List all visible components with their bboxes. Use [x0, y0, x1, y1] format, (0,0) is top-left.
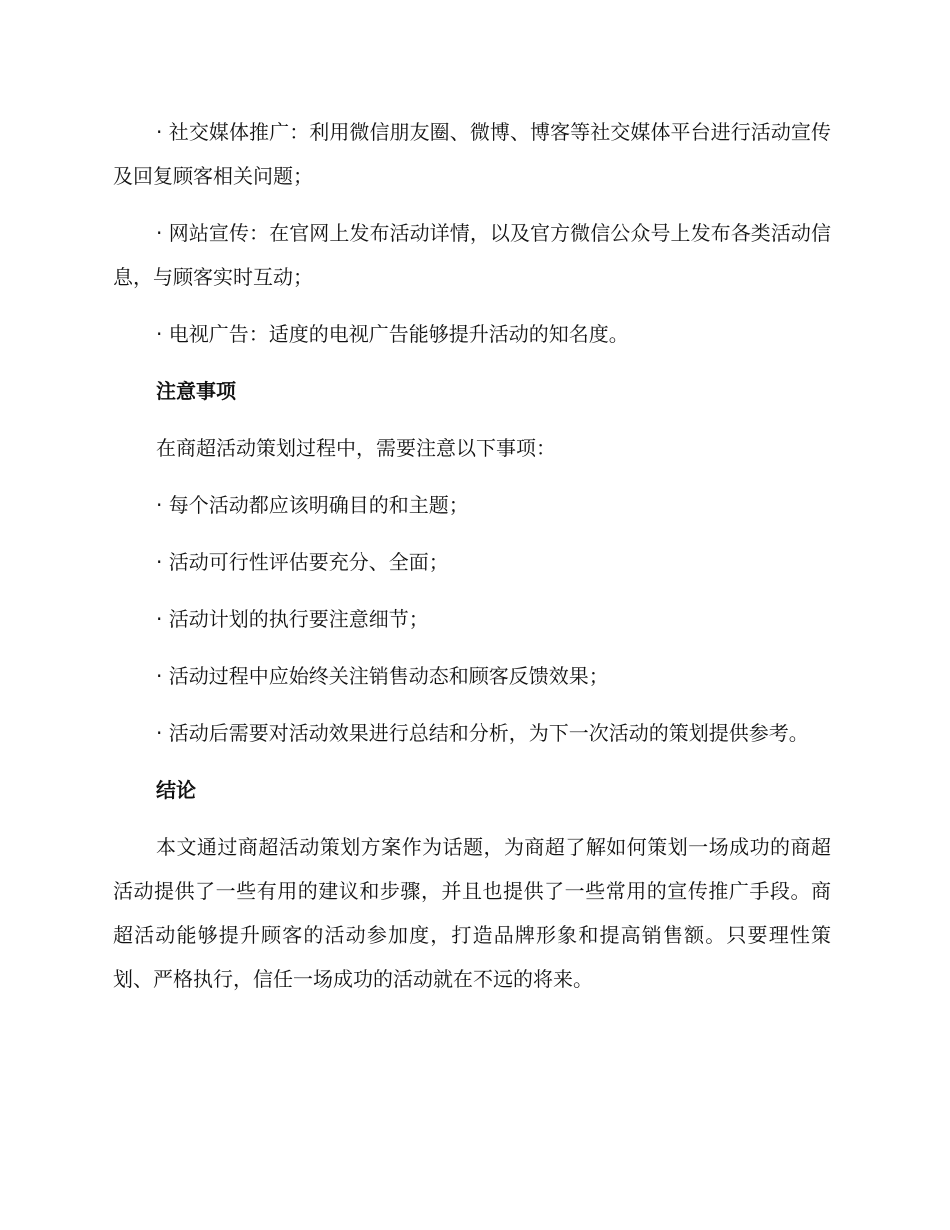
- notes-item: · 活动可行性评估要充分、全面；: [156, 550, 449, 574]
- notes-intro: 在商超活动策划过程中，需要注意以下事项：: [156, 436, 556, 460]
- notes-item: · 活动后需要对活动效果进行总结和分析，为下一次活动的策划提供参考。: [156, 721, 809, 745]
- conclusion-heading: 结论: [156, 778, 196, 802]
- notes-item: · 活动计划的执行要注意细节；: [156, 607, 429, 631]
- promo-bullet-website: · 网站宣传：在官网上发布活动详情，以及官方微信公众号上发布各类活动信息，与顾客实时互动；: [113, 221, 831, 289]
- promo-bullet-social-media: · 社交媒体推广：利用微信朋友圈、微博、博客等社交媒体平台进行活动宣传及回复顾客相关问题；: [113, 120, 831, 188]
- document-page: [113, 110, 831, 1014]
- conclusion-text: 本文通过商超活动策划方案作为话题，为商超了解如何策划一场成功的商超活动提供了一些有用的建议和步骤，并且也提供了一些常用的宣传推广手段。商超活动能够提升顾客的活动参加度，打造品牌形象和提高销售额。只要理性策划、严格执行，信任一场成功的活动就在不远的将来。: [113, 835, 831, 991]
- promo-bullet-tv-ads: · 电视广告：适度的电视广告能够提升活动的知名度。: [156, 322, 629, 346]
- notes-item: · 每个活动都应该明确目的和主题；: [156, 493, 469, 517]
- notes-item: · 活动过程中应始终关注销售动态和顾客反馈效果；: [156, 664, 609, 688]
- notes-heading: 注意事项: [156, 379, 236, 403]
